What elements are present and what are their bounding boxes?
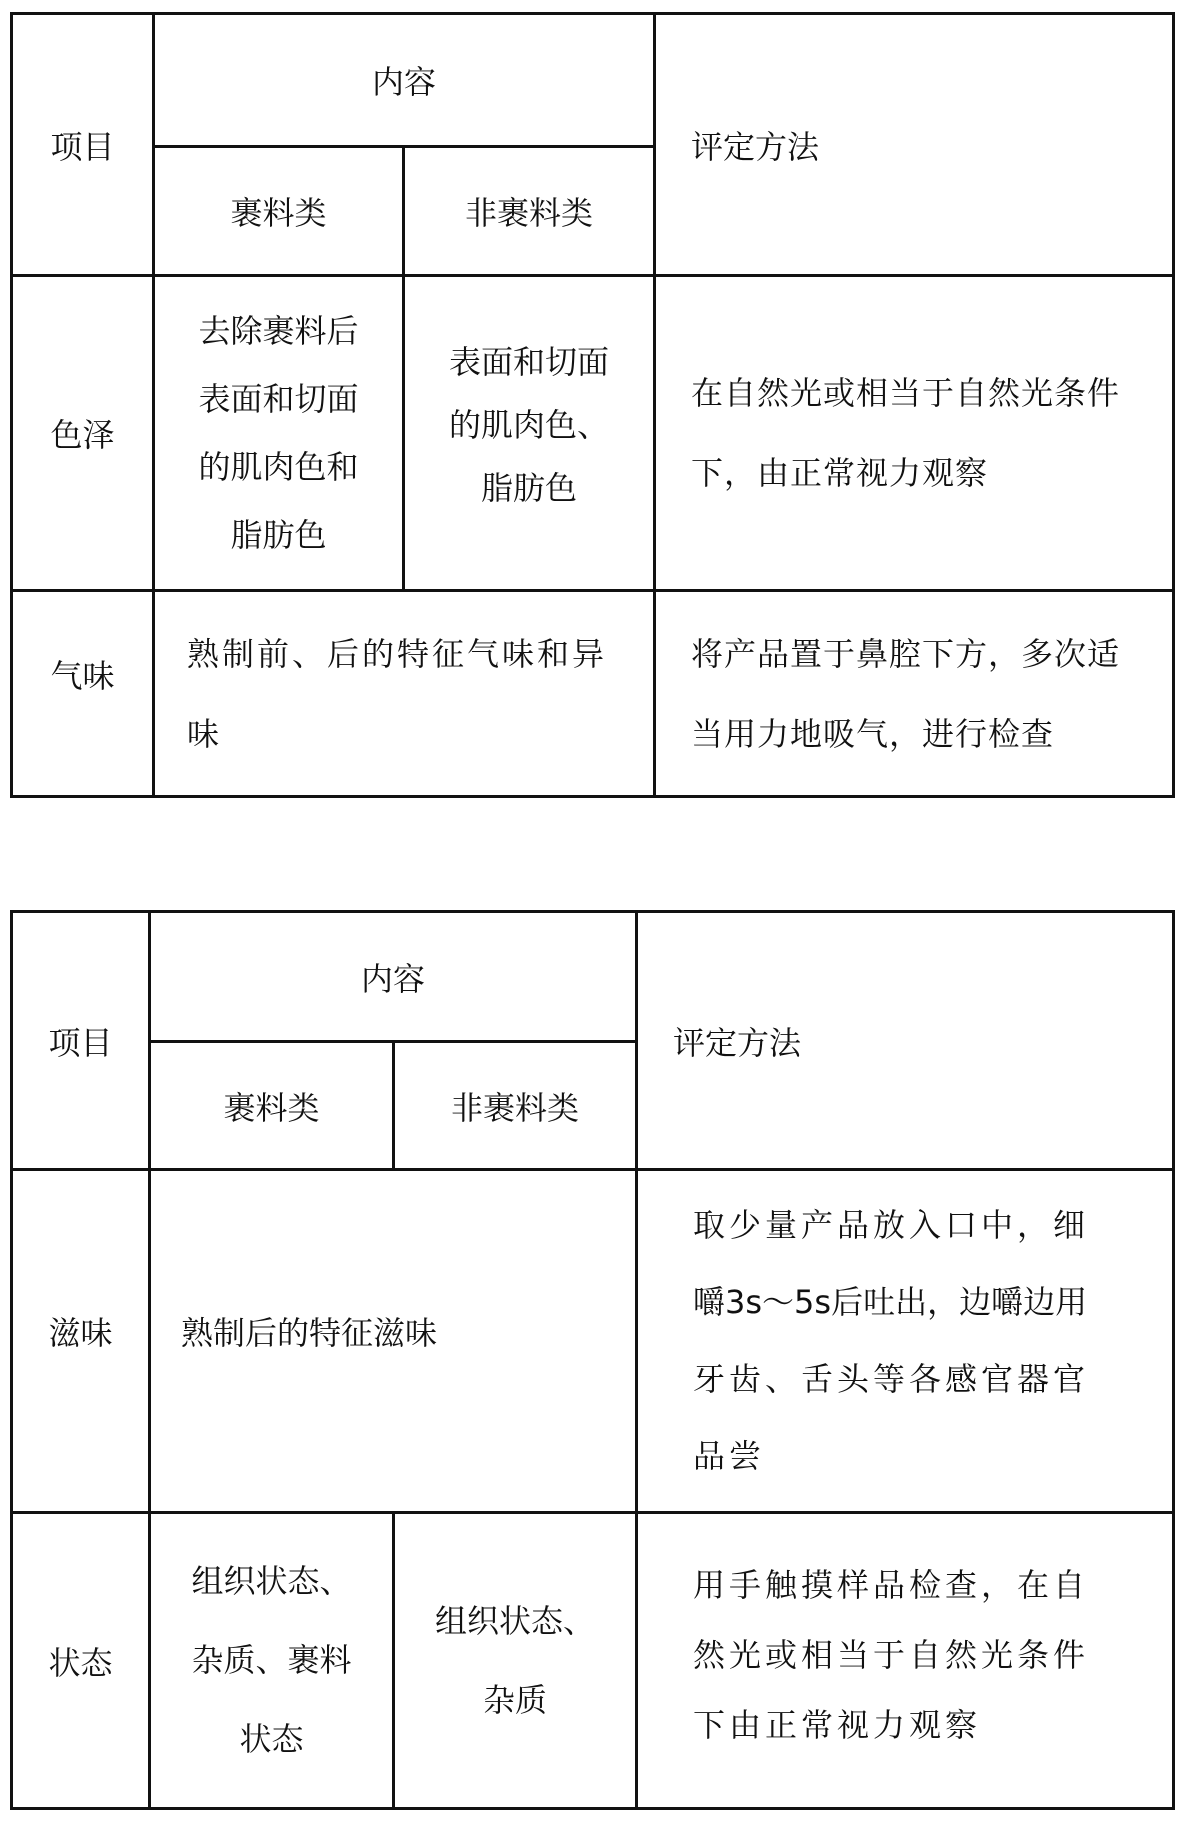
text-line: 脂肪色 — [230, 516, 327, 554]
text-line: 用手触摸样品检查，在自 — [693, 1565, 1090, 1604]
text-line: 去除裹料后 — [198, 312, 359, 350]
text-line: 杂质、裹料 — [191, 1641, 352, 1679]
text-line: 下由正常视力观察 — [693, 1705, 982, 1744]
text-line: 在自然光或相当于自然光条件 — [691, 374, 1121, 412]
text-line: 然光或相当于自然光条件 — [693, 1635, 1090, 1674]
header-wrapped: 裹料类 — [230, 194, 327, 232]
text-line: 取少量产品放入口中，细 — [693, 1206, 1090, 1244]
header-wrapped: 裹料类 — [223, 1088, 320, 1127]
text-line: 状态 — [239, 1720, 304, 1758]
text-line: 牙齿、舌头等各感官器官 — [693, 1360, 1090, 1398]
text-line: 表面和切面 — [198, 380, 359, 418]
row-item-taste: 滋味 — [48, 1314, 113, 1352]
text-line: 表面和切面 — [448, 342, 609, 381]
header-nonwrapped: 非裹料类 — [450, 1088, 579, 1127]
header-content: 内容 — [360, 959, 425, 998]
method-state — [638, 1514, 1172, 1807]
wrapped-state-content — [151, 1514, 392, 1807]
sensory-table-1 — [10, 12, 1175, 798]
row-item-odor: 气味 — [50, 656, 115, 695]
header-item: 项目 — [50, 127, 115, 166]
header-method: 评定方法 — [691, 127, 820, 166]
text-line: 的肌肉色和 — [198, 448, 359, 486]
text-line: 组织状态、 — [191, 1562, 352, 1600]
text-line: 品尝 — [693, 1437, 766, 1475]
wrapped-color-content — [155, 277, 402, 589]
header-nonwrapped: 非裹料类 — [464, 194, 593, 232]
header-content: 内容 — [371, 63, 436, 101]
row-item-color: 色泽 — [50, 416, 115, 454]
nonwrapped-state-content — [395, 1514, 635, 1807]
text-line: 杂质 — [482, 1680, 547, 1719]
text-line: 嚼3s～5s后吐出，边嚼边用 — [693, 1283, 1088, 1321]
text-line: 当用力地吸气，进行检查 — [691, 714, 1055, 753]
taste-content — [151, 1171, 635, 1511]
method-color — [656, 277, 1172, 589]
text-line: 的肌肉色、 — [448, 405, 609, 444]
nonwrapped-color-content — [405, 277, 653, 589]
text-line: 熟制前、后的特征气味和异 — [187, 634, 608, 673]
method-odor — [656, 592, 1172, 795]
text-line: 味 — [187, 714, 223, 753]
header-item: 项目 — [48, 1023, 113, 1062]
text-line: 将产品置于鼻腔下方，多次适 — [691, 634, 1121, 673]
text-line: 脂肪色 — [480, 468, 577, 507]
text-line: 下，由正常视力观察 — [691, 454, 989, 492]
text-line: 熟制后的特征滋味 — [181, 1314, 438, 1352]
row-item-state: 状态 — [48, 1643, 113, 1682]
sensory-table-2 — [10, 910, 1175, 1810]
text-line: 组织状态、 — [434, 1601, 595, 1640]
odor-content — [155, 592, 653, 795]
method-taste — [638, 1171, 1172, 1511]
header-method: 评定方法 — [673, 1023, 802, 1062]
